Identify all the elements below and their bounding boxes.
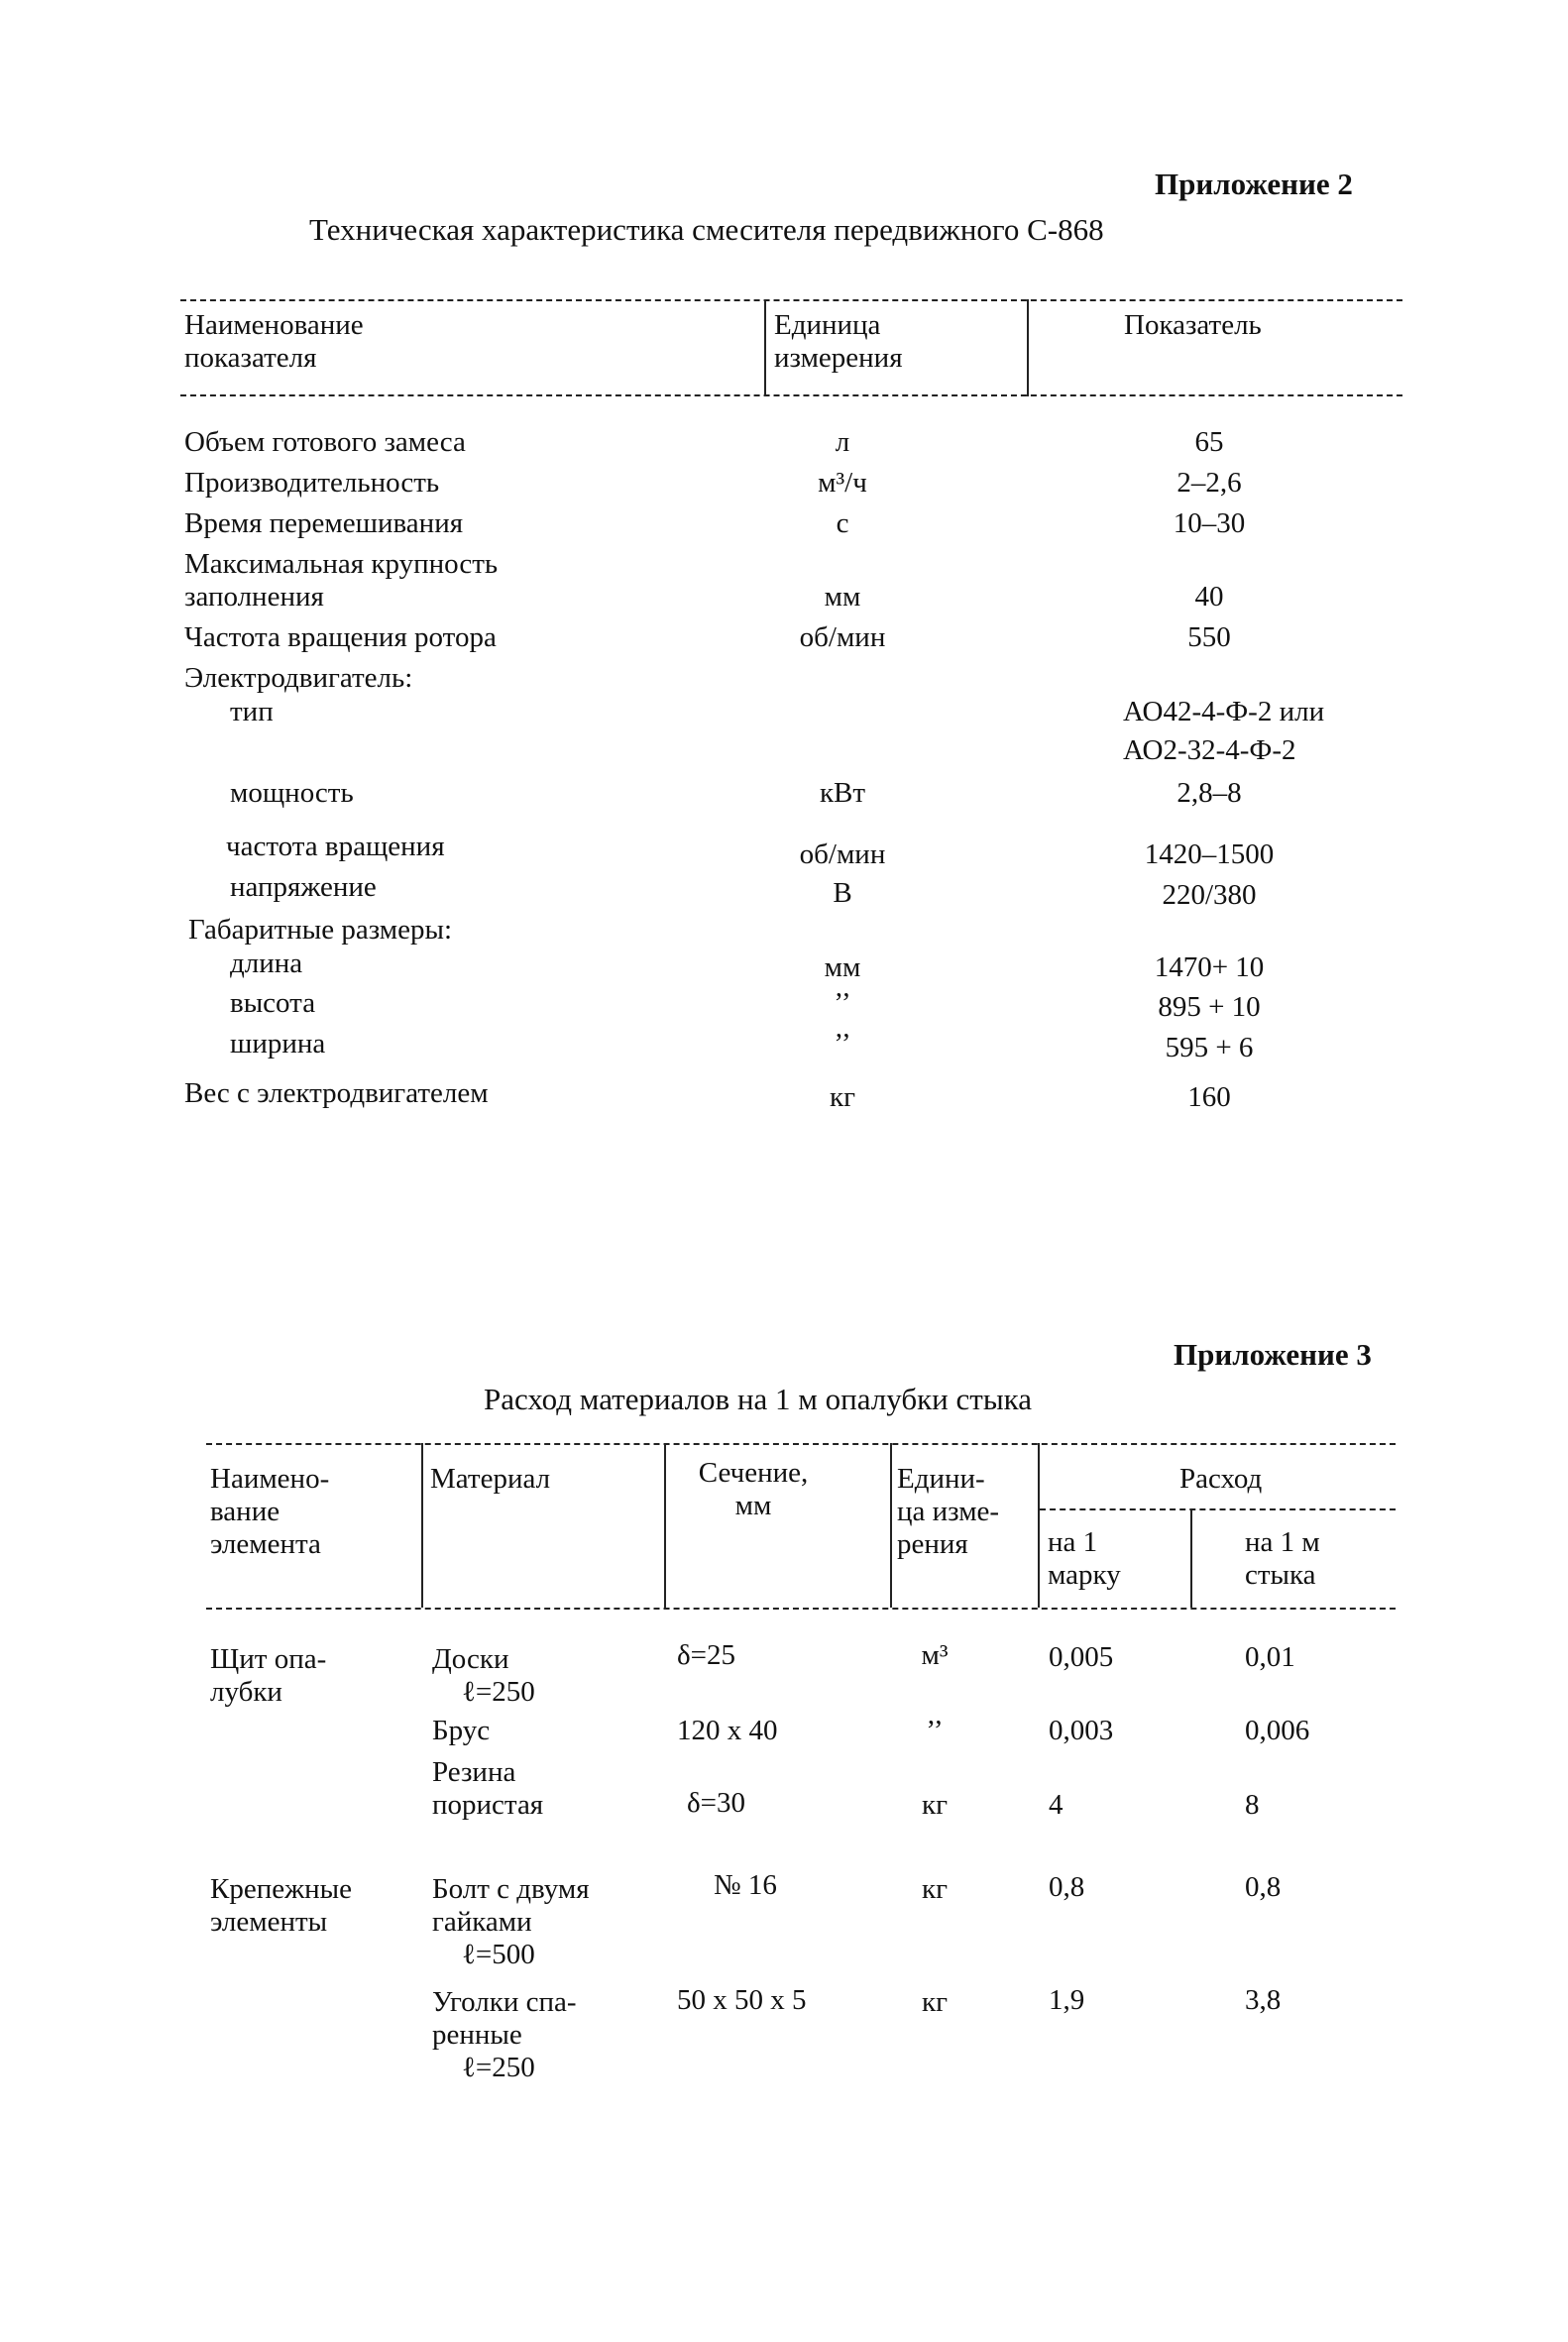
table-3-per-joint: 0,01 bbox=[1245, 1641, 1295, 1673]
table-row: тип bbox=[230, 696, 274, 727]
table-3-header-section: Сечение, мм bbox=[698, 1457, 809, 1521]
table-3-header-per-joint: на 1 м стыка bbox=[1245, 1526, 1320, 1591]
table-3-unit: м³ bbox=[921, 1639, 949, 1671]
table-3-per-joint: 0,8 bbox=[1245, 1871, 1282, 1903]
table-cell-value: 1470+ 10 bbox=[1154, 951, 1265, 983]
table-3-material: Резина пористая bbox=[432, 1756, 544, 1821]
table-row: ширина bbox=[230, 1028, 326, 1059]
table-3-unit: кг bbox=[922, 1986, 948, 2018]
table-3-section: δ=25 bbox=[677, 1639, 736, 1671]
table-cell-value: 65 bbox=[1194, 426, 1224, 458]
table-cell-value: 2–2,6 bbox=[1176, 467, 1242, 499]
table-3-section: № 16 bbox=[714, 1869, 777, 1901]
table-cell-value: АО42-4-Ф-2 или АО2-32-4-Ф-2 bbox=[1123, 696, 1325, 766]
table-3-divider-5 bbox=[1190, 1508, 1192, 1608]
table-3-unit: кг bbox=[922, 1789, 948, 1821]
appendix-2-label: Приложение 2 bbox=[1155, 167, 1353, 201]
table-row: Вес с электродвигателем bbox=[184, 1077, 489, 1109]
table-cell-value: 220/380 bbox=[1162, 879, 1257, 911]
table-3-per-mark: 1,9 bbox=[1049, 1984, 1085, 2016]
table-2-header-value: Показатель bbox=[1124, 309, 1262, 341]
table-3-per-joint: 3,8 bbox=[1245, 1984, 1282, 2016]
table-3-header-element: Наимено- вание элемента bbox=[210, 1463, 330, 1560]
table-3-group-element: Крепежные элементы bbox=[210, 1873, 353, 1938]
table-3-header-material: Материал bbox=[430, 1463, 551, 1495]
table-3-header-per-mark: на 1 марку bbox=[1048, 1526, 1121, 1591]
table-cell-value: 10–30 bbox=[1173, 507, 1246, 539]
table-3-section: δ=30 bbox=[687, 1787, 746, 1819]
table-3-material: Доски ℓ=250 bbox=[432, 1643, 535, 1708]
table-row: длина bbox=[230, 948, 303, 979]
table-3-per-joint: 0,006 bbox=[1245, 1715, 1310, 1746]
table-cell-value: 2,8–8 bbox=[1176, 777, 1242, 809]
table-3-per-mark: 0,003 bbox=[1049, 1715, 1114, 1746]
table-3-per-mark: 4 bbox=[1049, 1789, 1064, 1821]
table-3-per-mark: 0,005 bbox=[1049, 1641, 1114, 1673]
table-row: мощность bbox=[230, 777, 354, 809]
table-cell-unit: мм bbox=[824, 951, 861, 983]
table-cell-unit: кг bbox=[830, 1081, 855, 1113]
table-row: высота bbox=[230, 987, 316, 1019]
table-row: Время перемешивания bbox=[184, 507, 464, 539]
table-3-divider-3 bbox=[890, 1443, 892, 1608]
table-row: Максимальная крупность заполнения bbox=[184, 548, 499, 613]
table-3-divider-1 bbox=[421, 1443, 423, 1608]
table-row: частота вращения bbox=[226, 831, 445, 862]
table-cell-value: 40 bbox=[1194, 581, 1224, 613]
table-cell-value: 895 + 10 bbox=[1158, 991, 1261, 1023]
table-3-section: 120 x 40 bbox=[677, 1715, 778, 1746]
table-3-group-element: Щит опа- лубки bbox=[210, 1643, 327, 1708]
table-3-subheader-rule bbox=[1040, 1508, 1396, 1510]
table-3-per-mark: 0,8 bbox=[1049, 1871, 1085, 1903]
table-cell-unit: В bbox=[833, 877, 852, 909]
table-3-unit: ’’ bbox=[926, 1715, 944, 1746]
appendix-3-title: Расход материалов на 1 м опалубки стыка bbox=[484, 1382, 1033, 1416]
table-cell-value: 160 bbox=[1187, 1081, 1231, 1113]
table-2-divider-2 bbox=[1027, 299, 1029, 396]
table-cell-unit: кВт bbox=[819, 777, 866, 809]
table-row: Частота вращения ротора bbox=[184, 621, 497, 653]
table-2-divider-1 bbox=[764, 299, 766, 396]
table-2-top-rule bbox=[180, 299, 1402, 301]
table-cell-unit: л bbox=[835, 426, 850, 458]
table-3-section: 50 x 50 x 5 bbox=[677, 1984, 807, 2016]
table-cell-value: 595 + 6 bbox=[1165, 1032, 1254, 1063]
table-cell-unit: ’’ bbox=[834, 987, 851, 1019]
table-row: Объем готового замеса bbox=[184, 426, 466, 458]
table-3-header-unit: Едини- ца изме- рения bbox=[897, 1463, 1000, 1560]
table-row: Производительность bbox=[184, 467, 440, 499]
appendix-2-title: Техническая характеристика смесителя передвижного С-868 bbox=[309, 212, 1104, 247]
appendix-3-label: Приложение 3 bbox=[1174, 1337, 1372, 1372]
table-cell-unit: об/мин bbox=[799, 621, 886, 653]
table-cell-unit: мм bbox=[824, 581, 861, 613]
table-2-header-rule bbox=[180, 394, 1402, 396]
table-row: Электродвигатель: bbox=[184, 662, 413, 694]
table-row: Габаритные размеры: bbox=[188, 914, 453, 946]
table-cell-value: 550 bbox=[1187, 621, 1231, 653]
table-3-header-rule bbox=[206, 1608, 1396, 1610]
table-cell-unit: м³/ч bbox=[818, 467, 867, 499]
table-3-divider-2 bbox=[664, 1443, 666, 1608]
table-cell-unit: ’’ bbox=[834, 1028, 851, 1059]
table-cell-value: 1420–1500 bbox=[1144, 838, 1275, 870]
table-2-header-name: Наименование показателя bbox=[184, 309, 364, 374]
table-cell-unit: об/мин bbox=[799, 838, 886, 870]
table-3-material: Уголки спа- ренные ℓ=250 bbox=[432, 1986, 577, 2083]
table-3-material: Болт с двумя гайками ℓ=500 bbox=[432, 1873, 590, 1970]
table-3-top-rule bbox=[206, 1443, 1396, 1445]
table-3-unit: кг bbox=[922, 1873, 948, 1905]
table-3-per-joint: 8 bbox=[1245, 1789, 1260, 1821]
table-3-header-consumption: Расход bbox=[1179, 1463, 1263, 1495]
table-cell-unit: с bbox=[836, 507, 849, 539]
table-3-divider-4 bbox=[1038, 1443, 1040, 1608]
table-2-header-unit: Единица измерения bbox=[774, 309, 903, 374]
table-row: напряжение bbox=[230, 871, 377, 903]
table-3-material: Брус bbox=[432, 1715, 491, 1746]
